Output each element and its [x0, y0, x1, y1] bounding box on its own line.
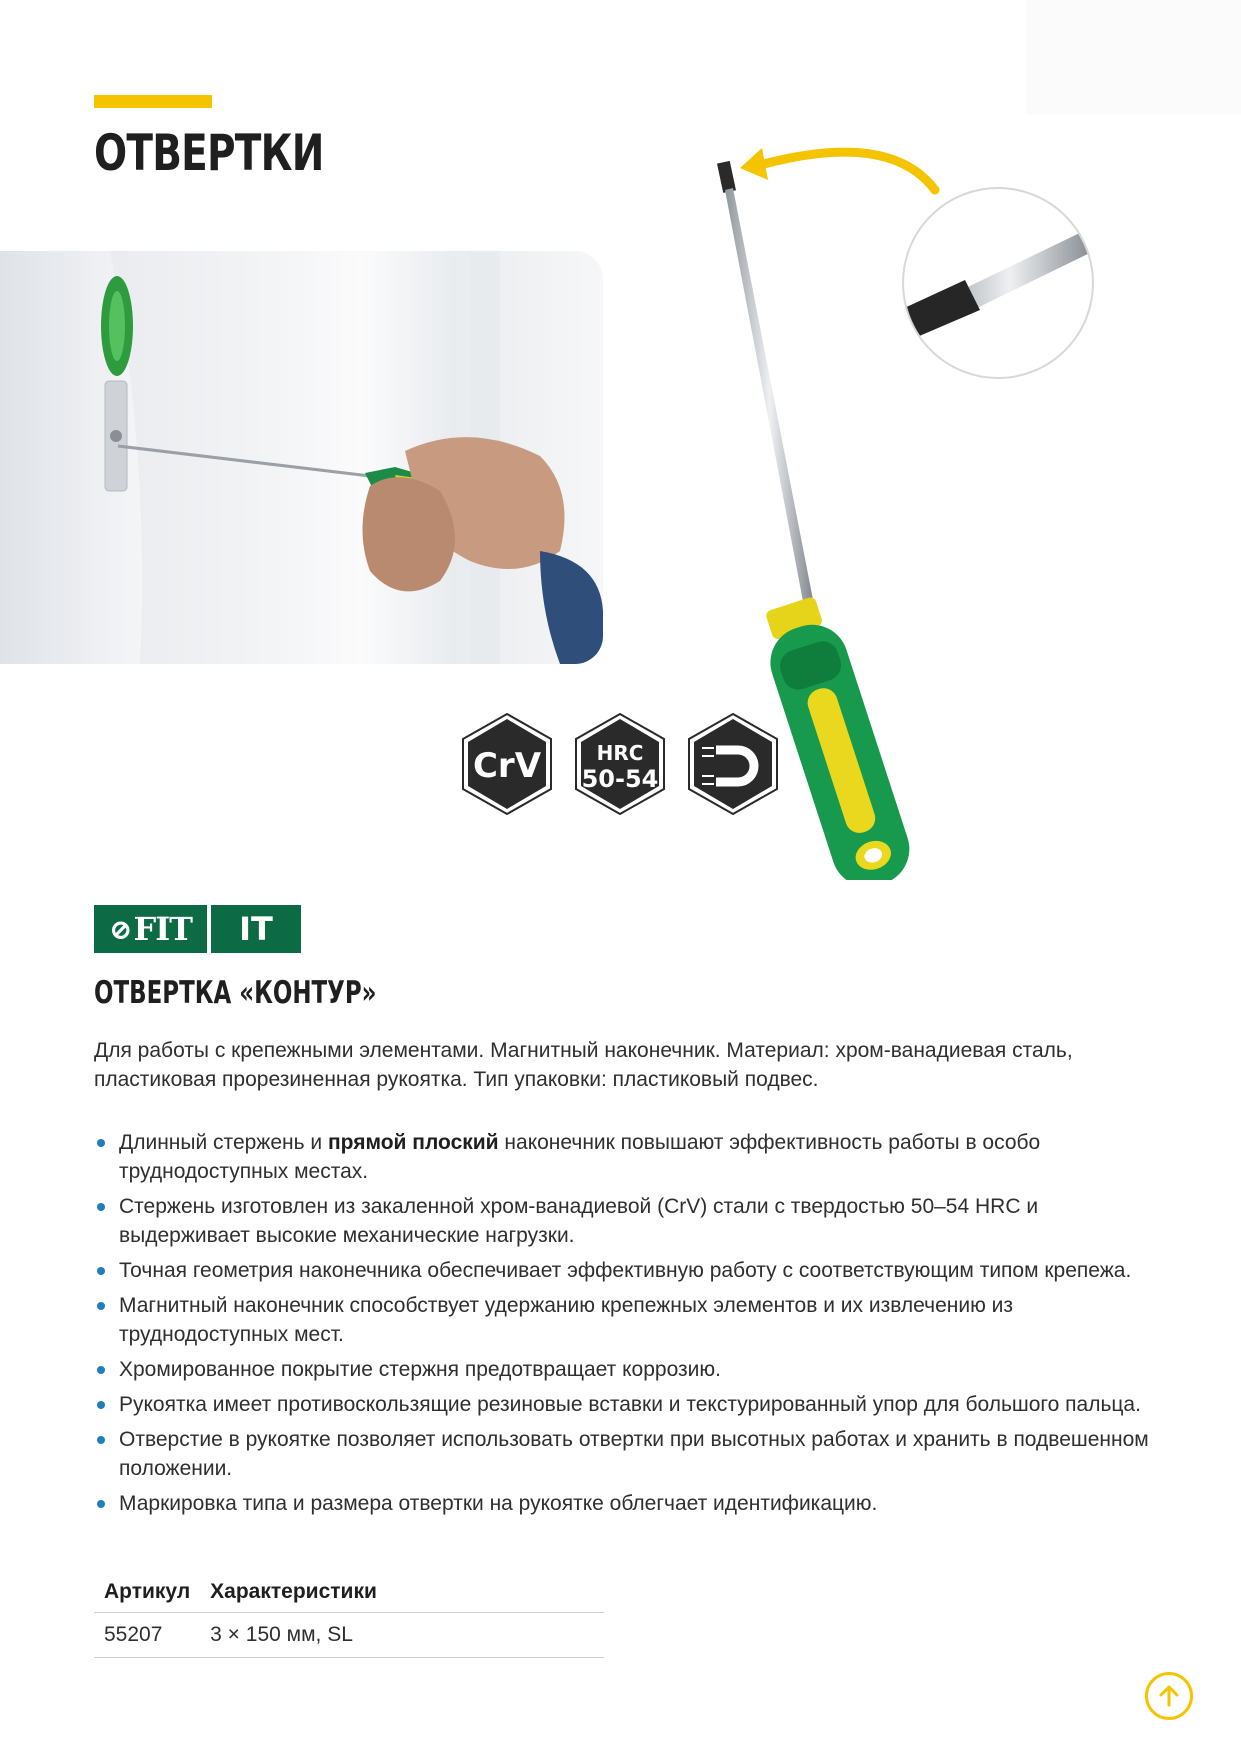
- spec-article-cell: 55207: [94, 1613, 200, 1658]
- crv-badge-icon: [463, 714, 551, 814]
- arrow-up-icon: [1156, 1683, 1182, 1709]
- feature-item: Маркировка типа и размера отвертки на рукоятке облегчает идентификацию.: [94, 1489, 1154, 1518]
- spec-characteristics-cell: 3 × 150 мм, SL: [200, 1613, 604, 1658]
- brand-fit-mark: ⊘: [109, 912, 132, 946]
- corner-shade: [1026, 0, 1241, 115]
- feature-item: Отверстие в рукоятке позволяет использовать отвертки при высотных работах и хранить в подвешенном положении.: [94, 1425, 1154, 1483]
- hrc-badge-line1: HRC: [596, 741, 644, 765]
- page-title: ОТВЕРТКИ: [94, 124, 324, 182]
- brand-fit-label: FIT: [133, 910, 192, 948]
- hrc-badge-line2: 50-54: [581, 765, 659, 793]
- feature-item: Точная геометрия наконечника обеспечивает эффективную работу с соответствующим типом крепежа.: [94, 1256, 1154, 1285]
- spec-header-row: [94, 1572, 604, 1613]
- brand-it: IT: [211, 905, 301, 953]
- crv-badge-label: CrV: [472, 746, 542, 786]
- brand-fit: [94, 905, 207, 953]
- brand-logo: [94, 905, 301, 953]
- hrc-badge-icon: [576, 714, 664, 814]
- feature-item: Стержень изготовлен из закаленной хром-ванадиевой (CrV) стали с твердостью 50–54 HRC и выдерживает высокие механические нагрузки.: [94, 1192, 1154, 1250]
- feature-item: Хромированное покрытие стержня предотвращает коррозию.: [94, 1355, 1154, 1384]
- feature-item: Магнитный наконечник способствует удержанию крепежных элементов и их извлечению из труднодоступных мест.: [94, 1291, 1154, 1349]
- feature-list: [94, 1128, 1154, 1524]
- title-accent-bar: [94, 95, 212, 108]
- product-title: ОТВЕРТКА «КОНТУР»: [94, 975, 377, 1011]
- usage-photo: [0, 251, 603, 664]
- feature-badges: [460, 710, 790, 820]
- scroll-to-top-button[interactable]: [1145, 1672, 1193, 1720]
- table-row: [94, 1613, 604, 1658]
- magnet-badge-icon: [689, 714, 777, 814]
- feature-item: Рукоятка имеет противоскользящие резиновые вставки и текстурированный упор для большого пальца.: [94, 1390, 1154, 1419]
- feature-item: Длинный стержень и прямой плоский наконечник повышают эффективность работы в особо труднодоступных местах.: [94, 1128, 1154, 1186]
- spec-header-characteristics: Характеристики: [200, 1572, 604, 1613]
- product-description: Для работы с крепежными элементами. Магнитный наконечник. Материал: хром-ванадиевая сталь, пластиковая прорезиненная рукоятка. Тип упаковки: пластиковый подвес.: [94, 1039, 1073, 1091]
- spec-table: [94, 1572, 604, 1658]
- spec-header-article: Артикул: [94, 1572, 200, 1613]
